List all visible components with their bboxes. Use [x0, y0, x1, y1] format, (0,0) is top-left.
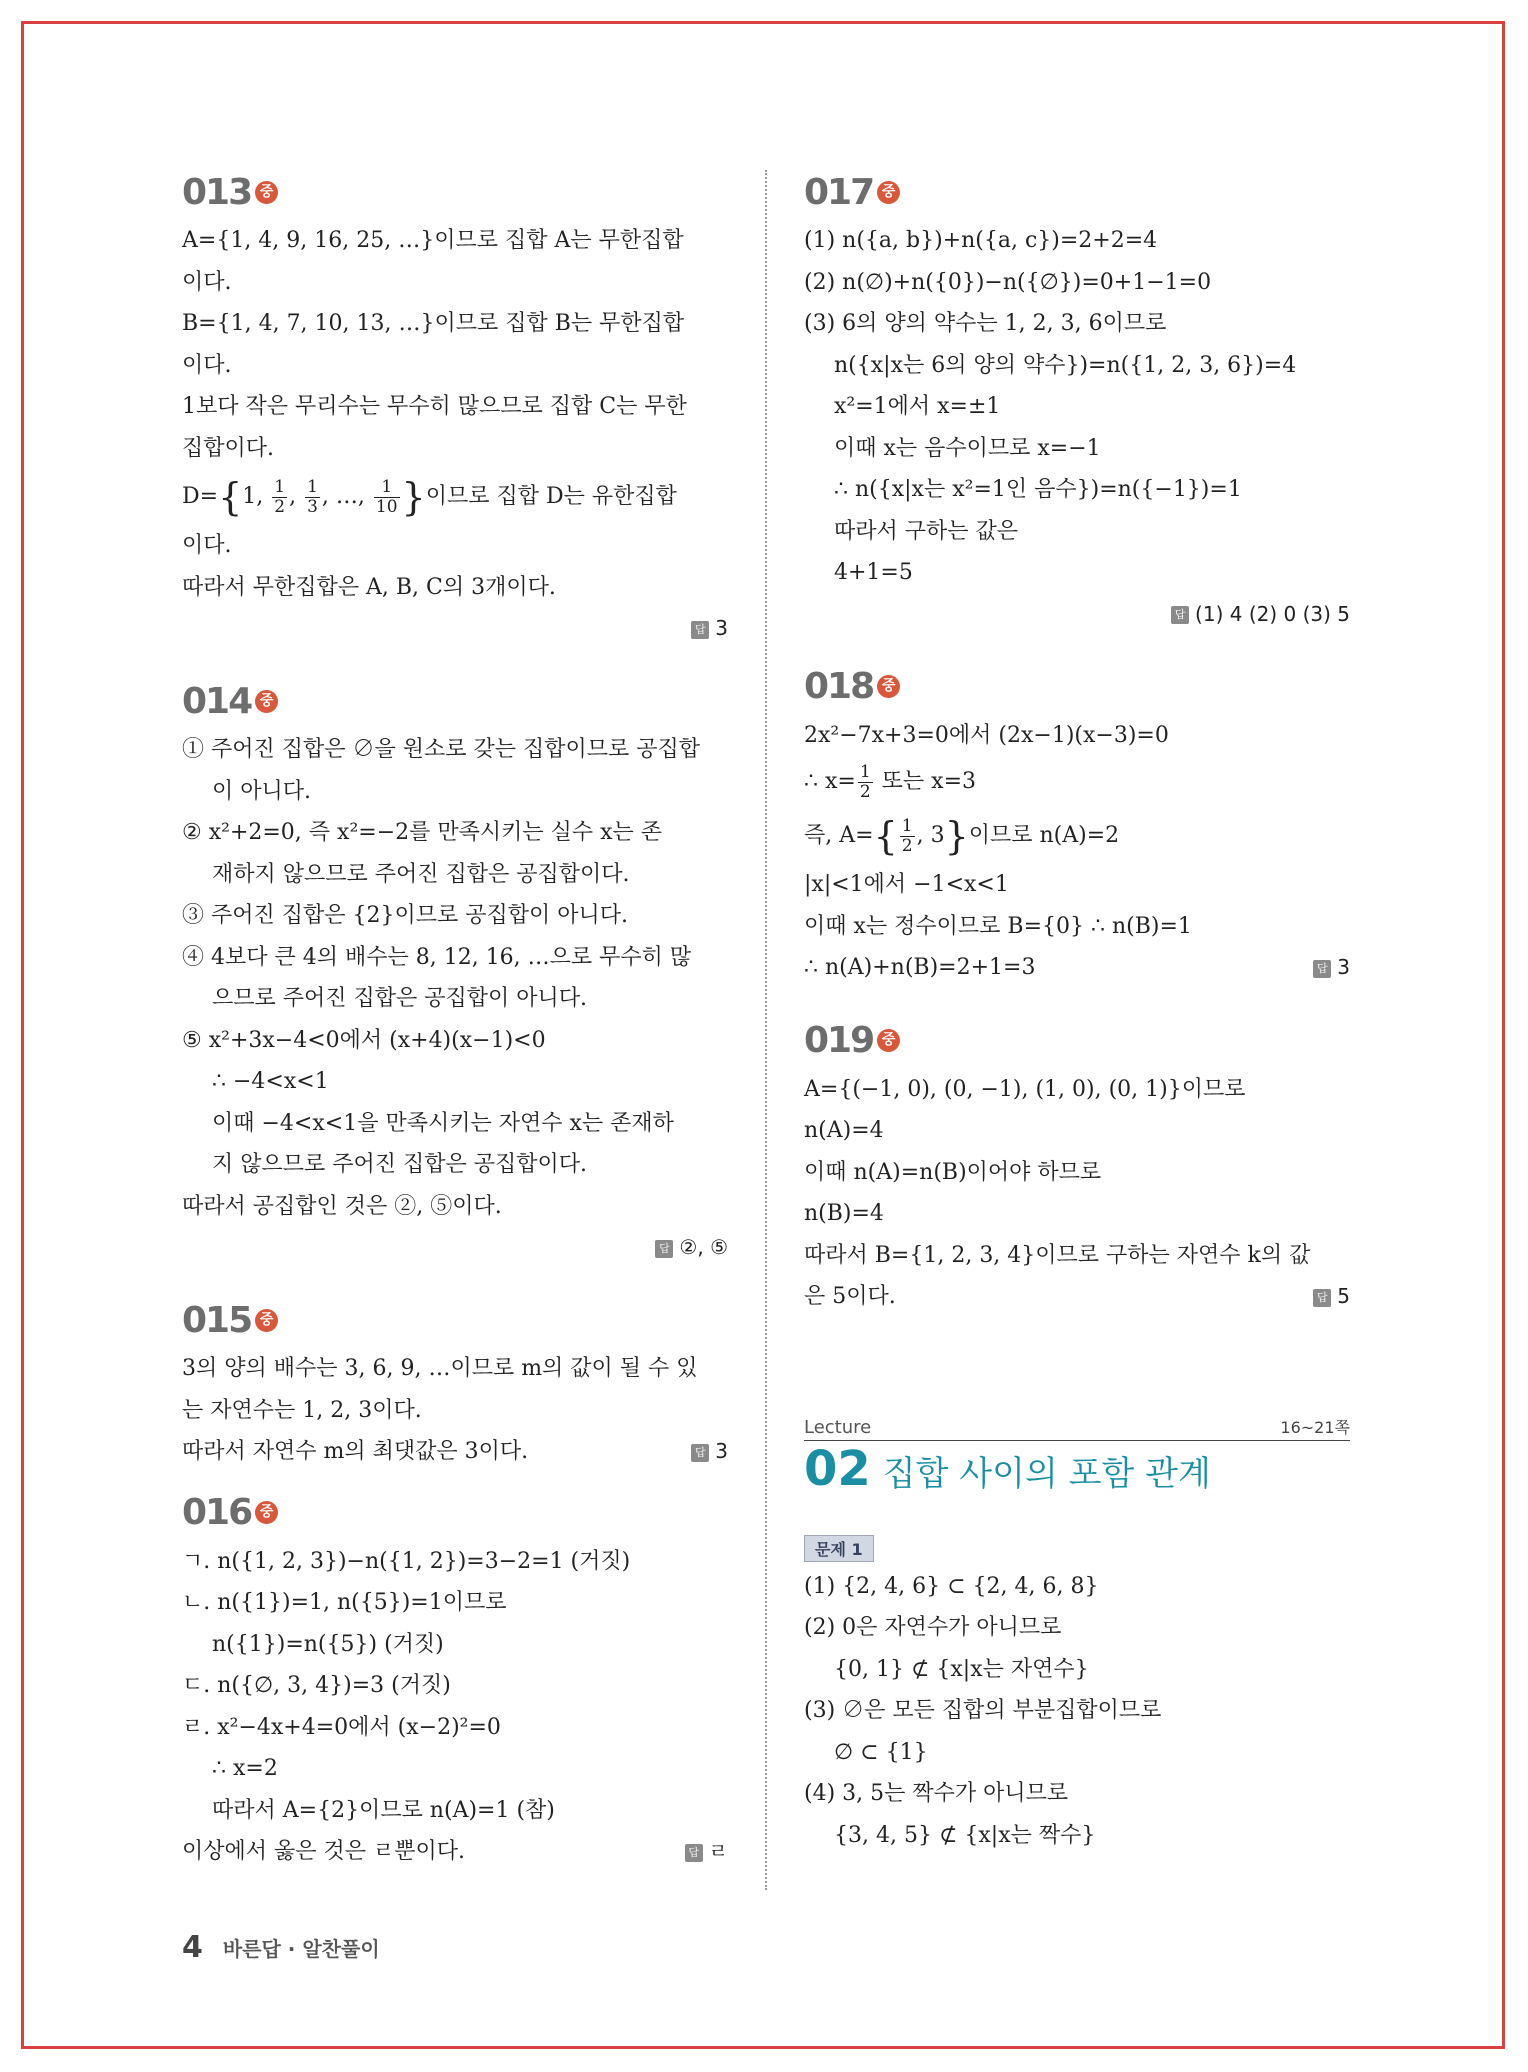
solution-line: 이때 x는 음수이므로 x=−1	[834, 435, 1101, 461]
solution-line: n({x|x는 6의 양의 약수})=n({1, 2, 3, 6})=4	[834, 352, 1297, 378]
solution-line-with-answer	[182, 1831, 728, 1873]
solution-line: 지 않으므로 주어진 집합은 공집합이다.	[212, 1152, 587, 1177]
text: 또는 x=3	[874, 769, 977, 794]
denominator: 2	[859, 781, 871, 802]
problem-header	[182, 1489, 728, 1537]
answer-icon: 답	[691, 1444, 709, 1462]
solution-line: {0, 1} ⊄ {x|x는 자연수}	[834, 1656, 1089, 1682]
problem-header	[182, 1296, 728, 1344]
solution-line: n(B)=4	[804, 1201, 884, 1226]
fraction	[305, 478, 320, 517]
lecture-name: 집합 사이의 포함 관계	[882, 1453, 1211, 1494]
lecture-number: 02	[804, 1440, 871, 1497]
denominator: 2	[901, 835, 913, 856]
numerator: 1	[307, 476, 318, 497]
solution-line: 이다.	[182, 269, 232, 295]
problem-header	[182, 677, 728, 725]
solution-line: ㄷ. n({∅, 3, 4})=3 (거짓)	[182, 1673, 451, 1698]
solution-line: 따라서 구하는 값은	[834, 518, 1019, 544]
brace-close: }	[944, 814, 969, 858]
solution-line: {3, 4, 5} ⊄ {x|x는 짝수}	[834, 1822, 1096, 1848]
solution-line: 4+1=5	[834, 560, 913, 585]
solution-line-with-answer	[182, 1431, 728, 1473]
lecture-label: Lecture	[804, 1416, 872, 1438]
solution-line: ④ 4보다 큰 4의 배수는 8, 12, 16, …으로 무수히 많	[182, 944, 692, 970]
solution-line: 이다.	[182, 352, 232, 378]
answer	[804, 594, 1350, 635]
lecture-header	[804, 1410, 1350, 1441]
solution-line-with-answer	[804, 1276, 1350, 1318]
brace-open: {	[873, 814, 898, 858]
answer	[1313, 1276, 1350, 1318]
solution-line: ∴ n({x|x는 x²=1인 음수})=n({−1})=1	[834, 477, 1242, 502]
text: 1,	[242, 484, 264, 509]
solution-line: ㄹ. x²−4x+4=0에서 (x−2)²=0	[182, 1714, 501, 1740]
solution-line	[804, 756, 1350, 808]
difficulty-badge: 중	[255, 181, 278, 204]
solution-line: 이 아니다.	[212, 778, 311, 804]
solution-line: 으므로 주어진 집합은 공집합이 아니다.	[212, 986, 587, 1011]
fraction	[272, 478, 287, 517]
answer-value: 3	[715, 616, 728, 640]
solution-line: (3) ∅은 모든 집합의 부분집합이므로	[804, 1698, 1162, 1723]
answer-icon: 답	[691, 621, 709, 639]
solution-line: ㄱ. n({1, 2, 3})−n({1, 2})=3−2=1 (거짓)	[182, 1548, 631, 1574]
problem-header	[804, 1017, 1350, 1065]
solution-line: |x|<1에서 −1<x<1	[804, 872, 1009, 897]
difficulty-badge: 중	[255, 690, 278, 713]
column-divider	[765, 170, 767, 1890]
solution-line: A={(−1, 0), (0, −1), (1, 0), (0, 1)}이므로	[804, 1076, 1246, 1102]
right-column	[804, 168, 1350, 1856]
page-footer	[182, 1930, 380, 1965]
text: 이므로 집합 D는 유한집합	[425, 484, 677, 509]
solution-line: ∴ −4<x<1	[212, 1069, 329, 1094]
difficulty-badge: 중	[255, 1501, 278, 1524]
answer	[182, 1227, 728, 1268]
solution-line: (1) {2, 4, 6} ⊂ {2, 4, 6, 8}	[804, 1573, 1099, 1599]
answer-value: (1) 4 (2) 0 (3) 5	[1195, 601, 1350, 626]
solution-line: (2) 0은 자연수가 아니므로	[804, 1615, 1062, 1640]
problem-number: 019	[804, 1020, 874, 1061]
page-number: 4	[182, 1930, 203, 1965]
fraction	[374, 478, 400, 517]
solution-line: 따라서 무한집합은 A, B, C의 3개이다.	[182, 574, 556, 600]
problem-number: 015	[182, 1299, 252, 1341]
answer-value: 3	[715, 1439, 728, 1463]
fraction	[858, 763, 873, 802]
solution-line: B={1, 4, 7, 10, 13, …}이므로 집합 B는 무한집합	[182, 311, 685, 336]
numerator: 1	[859, 761, 871, 782]
book-title: 바른답 · 알찬풀이	[222, 1937, 380, 1961]
problem-header	[804, 168, 1350, 216]
solution-line: ∴ x=2	[212, 1756, 278, 1781]
problem-019	[804, 1017, 1350, 1318]
answer	[685, 1831, 728, 1873]
answer-icon: 답	[1313, 960, 1331, 978]
solution-line	[804, 808, 1350, 864]
solution-line: (3) 6의 양의 약수는 1, 2, 3, 6이므로	[804, 311, 1167, 336]
solution-line: 이때 n(A)=n(B)이어야 하므로	[804, 1159, 1102, 1185]
answer-icon: 답	[1171, 606, 1189, 624]
numerator: 1	[901, 815, 913, 836]
fraction	[900, 817, 915, 856]
text: 이므로 n(A)=2	[968, 823, 1120, 848]
lecture-title	[804, 1441, 1350, 1497]
text: 즉, A=	[804, 823, 874, 848]
brace-open: {	[218, 475, 243, 519]
solution-line: (1) n({a, b})+n({a, c})=2+2=4	[804, 228, 1158, 253]
denominator: 10	[375, 496, 398, 517]
denominator: 3	[307, 496, 318, 517]
answer-icon: 답	[685, 1844, 703, 1862]
problem-number: 018	[804, 666, 874, 707]
solution-line: ③ 주어진 집합은 {2}이므로 공집합이 아니다.	[182, 903, 628, 928]
answer-value: 5	[1337, 1284, 1350, 1308]
lecture-section	[804, 1410, 1350, 1857]
text: , 3	[916, 823, 945, 848]
solution-line: 이때 x는 정수이므로 B={0} ∴ n(B)=1	[804, 913, 1192, 939]
solution-text: 이상에서 옳은 것은 ㄹ뿐이다.	[182, 1839, 465, 1864]
solution-line: A={1, 4, 9, 16, 25, …}이므로 집합 A는 무한집합	[182, 228, 684, 253]
problem-018	[804, 663, 1350, 989]
difficulty-badge: 중	[877, 181, 900, 204]
solution-line: 는 자연수는 1, 2, 3이다.	[182, 1397, 422, 1423]
solution-line: 3의 양의 배수는 3, 6, 9, …이므로 m의 값이 될 수 있	[182, 1356, 698, 1381]
numerator: 1	[274, 476, 286, 497]
answer-value: ㄹ	[708, 1839, 728, 1863]
solution-line: n({1})=n({5}) (거짓)	[212, 1631, 444, 1657]
solution-line: 따라서 A={2}이므로 n(A)=1 (참)	[212, 1797, 555, 1823]
solution-text: 따라서 자연수 m의 최댓값은 3이다.	[182, 1439, 529, 1464]
solution-line: n(A)=4	[804, 1118, 884, 1143]
solution-line: x²=1에서 x=±1	[834, 394, 1001, 419]
solution-line: 이다.	[182, 533, 232, 558]
denominator: 2	[274, 496, 286, 517]
solution-line: 따라서 공집합인 것은 ②, ⑤이다.	[182, 1193, 502, 1219]
difficulty-badge: 중	[877, 1029, 900, 1052]
problem-017	[804, 168, 1350, 635]
problem-header	[182, 168, 728, 216]
answer-icon: 답	[655, 1240, 673, 1258]
solution-line: ∅ ⊂ {1}	[834, 1739, 928, 1765]
answer-value: 3	[1337, 955, 1350, 979]
solution-line: ㄴ. n({1})=1, n({5})=1이므로	[182, 1590, 507, 1615]
problem-number: 017	[804, 171, 874, 213]
solution-line: ① 주어진 집합은 ∅을 원소로 갖는 집합이므로 공집합	[182, 737, 700, 762]
brace-close: }	[401, 475, 426, 519]
text: D=	[182, 484, 219, 509]
problem-number: 016	[182, 1492, 252, 1533]
solution-line: (4) 3, 5는 짝수가 아니므로	[804, 1781, 1069, 1806]
text: , …,	[321, 484, 365, 509]
numerator: 1	[374, 478, 400, 498]
solution-line-with-answer	[804, 947, 1350, 989]
solution-line: 이때 −4<x<1을 만족시키는 자연수 x는 존재하	[212, 1110, 674, 1136]
answer-value: ②, ⑤	[679, 1235, 728, 1259]
difficulty-badge: 중	[877, 675, 900, 698]
solution-line: (2) n(∅)+n({0})−n({∅})=0+1−1=0	[804, 269, 1212, 295]
solution-line: 2x²−7x+3=0에서 (2x−1)(x−3)=0	[804, 722, 1169, 748]
solution-line: ② x²+2=0, 즉 x²=−2를 만족시키는 실수 x는 존	[182, 820, 663, 845]
solution-line: 따라서 B={1, 2, 3, 4}이므로 구하는 자연수 k의 값	[804, 1242, 1311, 1268]
answer	[691, 1431, 728, 1473]
answer	[182, 608, 728, 649]
left-column	[182, 168, 728, 1901]
lecture-pages: 16~21쪽	[1280, 1417, 1350, 1437]
difficulty-badge: 중	[255, 1309, 278, 1332]
question-tag: 문제 1	[804, 1535, 874, 1562]
solution-line: 재하지 않으므로 주어진 집합은 공집합이다.	[212, 861, 630, 887]
answer	[1313, 947, 1350, 989]
solution-text: 은 5이다.	[804, 1284, 896, 1309]
problem-016	[182, 1489, 728, 1873]
problem-number: 014	[182, 680, 252, 722]
problem-015	[182, 1296, 728, 1473]
problem-number: 013	[182, 171, 252, 213]
solution-line: 집합이다.	[182, 435, 275, 461]
problem-014	[182, 677, 728, 1268]
problem-013	[182, 168, 728, 649]
set-d-line: D={1, $\frac{1}{2}$ , $\frac{1}{3}$ , …, $\frac{1}{10}$ }이므로 집합 D는 유한집합	[182, 475, 677, 519]
answer-icon: 답	[1313, 1289, 1331, 1307]
text: ∴ x=	[804, 769, 856, 794]
problem-header	[804, 663, 1350, 711]
solution-text: ∴ n(A)+n(B)=2+1=3	[804, 955, 1036, 980]
solution-line: ⑤ x²+3x−4<0에서 (x+4)(x−1)<0	[182, 1027, 546, 1053]
solution-line: 1보다 작은 무리수는 무수히 많으므로 집합 C는 무한	[182, 394, 687, 419]
